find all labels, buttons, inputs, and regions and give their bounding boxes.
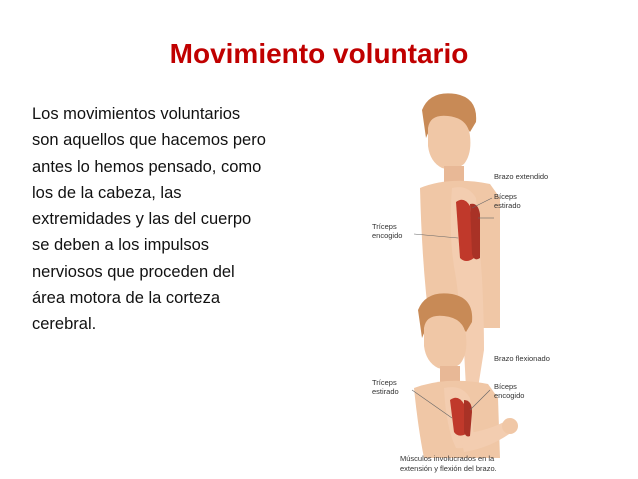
triceps-bottom-line2: estirado [372, 387, 399, 396]
body-line: Los movimientos voluntarios [32, 105, 241, 123]
caption-line1: Músculos involucrados en la [400, 454, 495, 463]
biceps-bottom-line1: Bíceps [494, 382, 517, 391]
triceps-bottom-line1: Tríceps [372, 378, 397, 387]
label-biceps-bottom [494, 382, 524, 400]
body-line: nerviosos que proceden del [32, 262, 235, 281]
body-line: se deben a los impulsos [32, 236, 210, 255]
caption-line2: extensión y flexión del brazo. [400, 464, 497, 473]
triceps-top-line2: encogido [372, 231, 403, 240]
body-line: son aquellos que hacemos pero [32, 131, 266, 150]
figure-caption [400, 454, 497, 474]
label-triceps-bottom [372, 378, 399, 396]
arm-muscles-illustration [360, 88, 638, 479]
body-paragraph [32, 101, 322, 338]
bottom-figure [412, 293, 518, 458]
biceps-top-line1: Bíceps [494, 192, 517, 201]
body-line: cerebral. [32, 315, 97, 334]
label-triceps-top [372, 222, 402, 240]
biceps-top-line2: estirado [494, 201, 521, 210]
label-biceps-top [494, 192, 521, 210]
body-line: área motora de la corteza [32, 289, 221, 308]
biceps-bottom-line2: encogido [494, 391, 525, 400]
extended-arm-drawing [360, 88, 638, 479]
label-brazo-extendido: Brazo extendido [494, 172, 549, 181]
triceps-top-line1: Tríceps [372, 222, 397, 231]
body-line: antes lo hemos pensado, como [32, 157, 262, 176]
label-brazo-flexionado: Brazo flexionado [494, 354, 550, 363]
slide-title: Movimiento voluntario [169, 38, 469, 69]
body-line: los de la cabeza, las [32, 183, 182, 202]
body-line: extremidades y las del cuerpo [32, 210, 252, 229]
